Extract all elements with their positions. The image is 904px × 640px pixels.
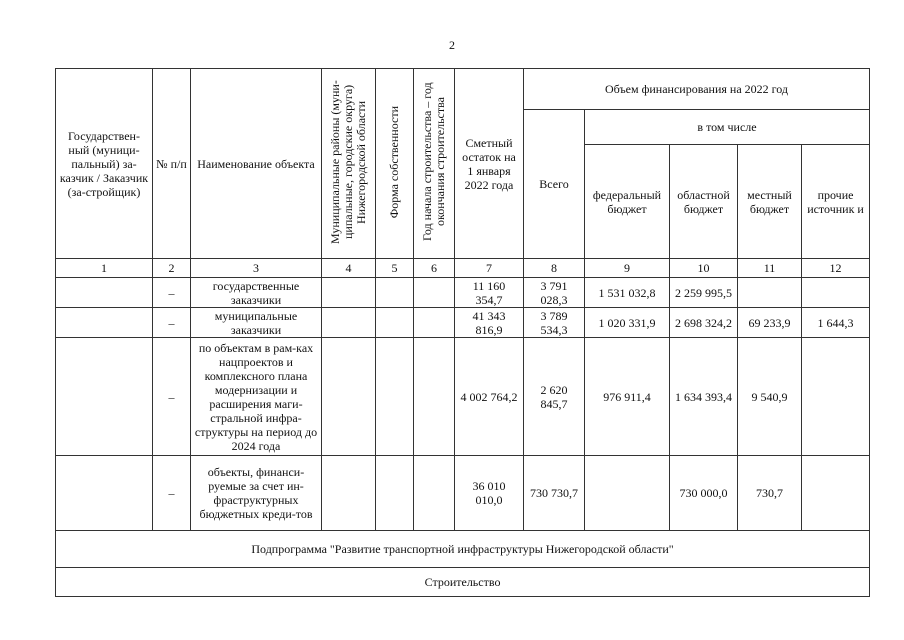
years-cell: [414, 456, 455, 531]
regional-cell: 730 000,0: [670, 456, 738, 531]
section-title: Строительство: [56, 568, 870, 597]
column-number-row: [56, 259, 870, 278]
header-local: местный бюджет: [738, 145, 802, 259]
subprogram-title: Подпрограмма "Развитие транспортной инфраструктуры Нижегородской области": [56, 531, 870, 568]
table-row: [56, 278, 870, 308]
total-cell: 3 789 534,3: [524, 308, 585, 338]
object-name-cell: государственные заказчики: [191, 278, 322, 308]
column-number: 12: [802, 259, 870, 278]
column-number: 5: [376, 259, 414, 278]
table-row: [56, 308, 870, 338]
table-row: [56, 338, 870, 456]
column-number: 11: [738, 259, 802, 278]
estimate-cell: 11 160 354,7: [455, 278, 524, 308]
customer-cell: [56, 278, 153, 308]
number-cell: –: [153, 308, 191, 338]
total-cell: 730 730,7: [524, 456, 585, 531]
table-row: [56, 456, 870, 531]
number-cell: –: [153, 338, 191, 456]
column-number: 9: [585, 259, 670, 278]
object-name-cell: муниципальные заказчики: [191, 308, 322, 338]
column-number: 7: [455, 259, 524, 278]
section-row: [56, 568, 870, 597]
header-federal: федеральный бюджет: [585, 145, 670, 259]
column-number: 8: [524, 259, 585, 278]
header-estimate: Сметный остаток на 1 января 2022 года: [455, 69, 524, 259]
column-number: 4: [322, 259, 376, 278]
estimate-cell: 41 343 816,9: [455, 308, 524, 338]
column-number: 3: [191, 259, 322, 278]
other-cell: [802, 278, 870, 308]
other-cell: [802, 338, 870, 456]
header-financing: Объем финансирования на 2022 год: [524, 69, 870, 110]
regional-cell: 1 634 393,4: [670, 338, 738, 456]
local-cell: 730,7: [738, 456, 802, 531]
municipality-cell: [322, 278, 376, 308]
header-years: Год начала строительства – год окончания строительства: [420, 82, 447, 242]
total-cell: 3 791 028,3: [524, 278, 585, 308]
number-cell: –: [153, 456, 191, 531]
header-number: № п/п: [153, 69, 191, 259]
estimate-cell: 4 002 764,2: [455, 338, 524, 456]
object-name-cell: объекты, финанси-руемые за счет ин-фраструктурных бюджетных креди-тов: [191, 456, 322, 531]
header-years-cell: [414, 69, 455, 259]
customer-cell: [56, 338, 153, 456]
regional-cell: 2 698 324,2: [670, 308, 738, 338]
header-row: [56, 69, 870, 110]
local-cell: 9 540,9: [738, 338, 802, 456]
local-cell: [738, 278, 802, 308]
years-cell: [414, 338, 455, 456]
years-cell: [414, 278, 455, 308]
header-municipality-cell: [322, 69, 376, 259]
column-number: 6: [414, 259, 455, 278]
regional-cell: 2 259 995,5: [670, 278, 738, 308]
header-regional: областной бюджет: [670, 145, 738, 259]
header-ownership: Форма собственности: [387, 105, 401, 219]
number-cell: –: [153, 278, 191, 308]
header-customer: Государствен-ный (муници-пальный) за-казчик / Заказчик (за-стройщик): [56, 69, 153, 259]
other-cell: [802, 456, 870, 531]
municipality-cell: [322, 308, 376, 338]
header-ownership-cell: [376, 69, 414, 259]
header-municipality: Муниципальные районы (муни-ципальные, городские округа) Нижегородской области: [328, 80, 368, 244]
local-cell: 69 233,9: [738, 308, 802, 338]
customer-cell: [56, 308, 153, 338]
federal-cell: 1 531 032,8: [585, 278, 670, 308]
customer-cell: [56, 456, 153, 531]
header-object-name: Наименование объекта: [191, 69, 322, 259]
column-number: 1: [56, 259, 153, 278]
municipality-cell: [322, 338, 376, 456]
header-including: в том числе: [585, 110, 870, 145]
ownership-cell: [376, 278, 414, 308]
header-total: Всего: [524, 110, 585, 259]
other-cell: 1 644,3: [802, 308, 870, 338]
column-number: 2: [153, 259, 191, 278]
column-number: 10: [670, 259, 738, 278]
ownership-cell: [376, 456, 414, 531]
federal-cell: 1 020 331,9: [585, 308, 670, 338]
page-number: 2: [449, 38, 455, 52]
estimate-cell: 36 010 010,0: [455, 456, 524, 531]
subprogram-row: [56, 531, 870, 568]
municipality-cell: [322, 456, 376, 531]
object-name-cell: по объектам в рам-ках нацпроектов и комплексного плана модернизации и расширения маги-стральной инфра-структуры на период до 2024 года: [191, 338, 322, 456]
ownership-cell: [376, 308, 414, 338]
financing-table: [55, 68, 870, 597]
years-cell: [414, 308, 455, 338]
header-other: прочие источник и: [802, 145, 870, 259]
total-cell: 2 620 845,7: [524, 338, 585, 456]
federal-cell: 976 911,4: [585, 338, 670, 456]
federal-cell: [585, 456, 670, 531]
ownership-cell: [376, 338, 414, 456]
